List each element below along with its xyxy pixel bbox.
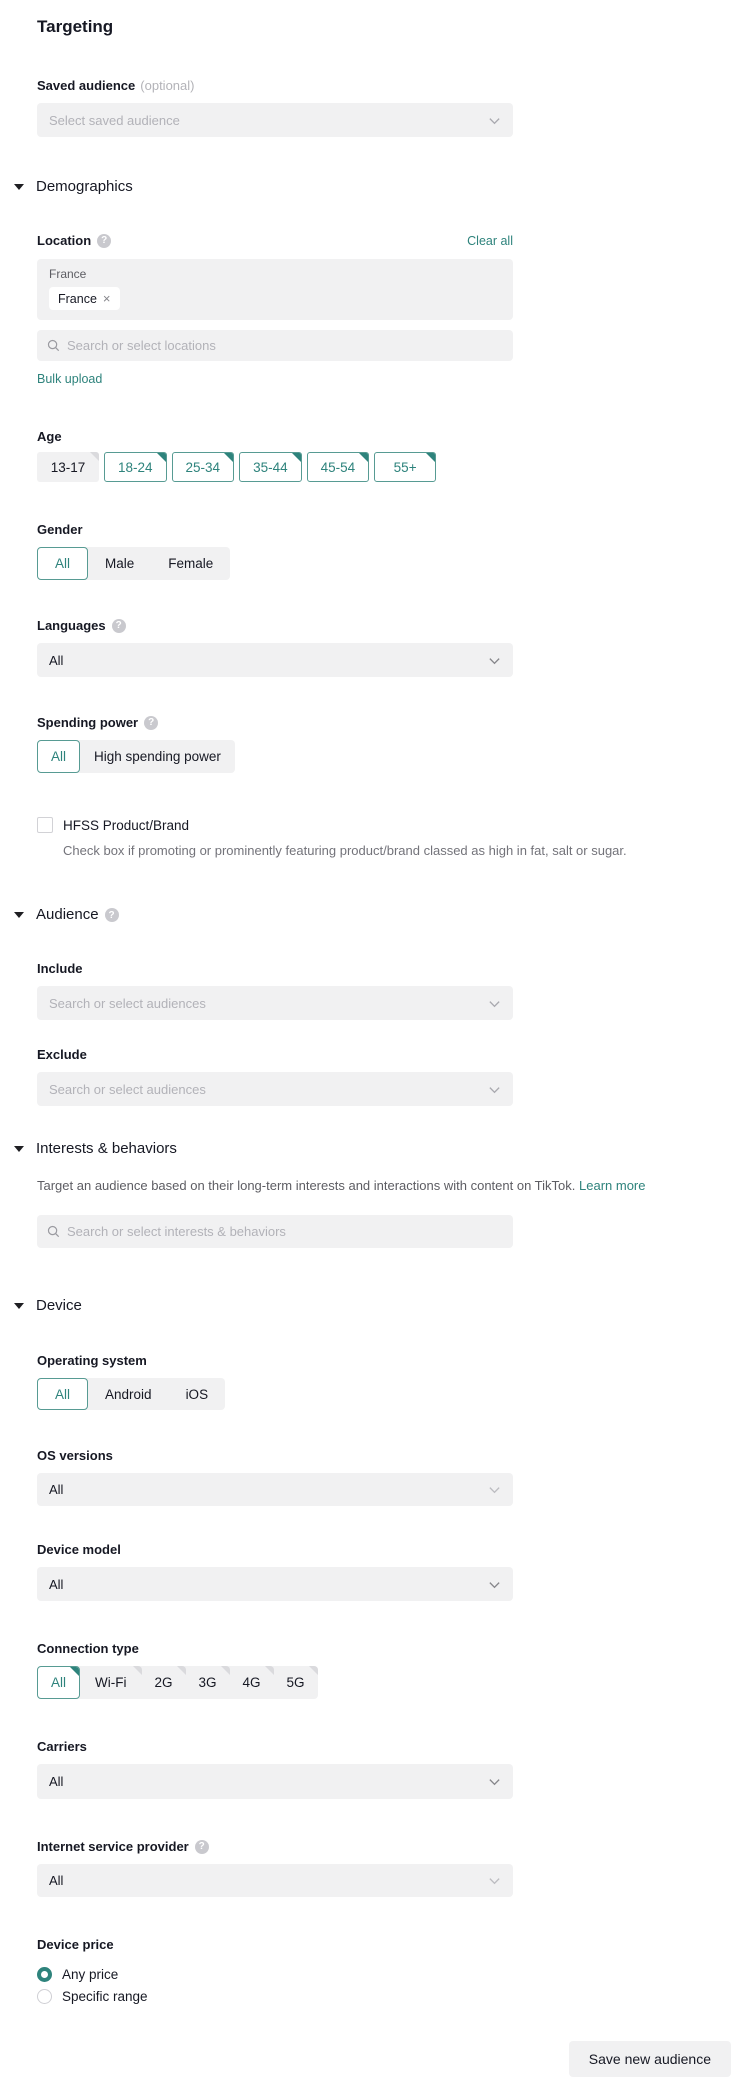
include-label: Include	[37, 961, 83, 976]
exclude-placeholder: Search or select audiences	[49, 1081, 206, 1097]
device-price-option-specific[interactable]	[37, 1985, 743, 2007]
hfss-checkbox[interactable]	[37, 817, 53, 833]
age-option-label: 35-44	[253, 459, 288, 475]
clear-all-link[interactable]: Clear all	[467, 234, 513, 248]
carriers-value: All	[49, 1774, 64, 1789]
connection-option-4g[interactable]	[230, 1666, 274, 1699]
location-label: Location	[37, 233, 92, 248]
include-placeholder: Search or select audiences	[49, 995, 206, 1011]
location-search-input[interactable]	[67, 338, 503, 353]
isp-select[interactable]	[37, 1864, 513, 1897]
age-option-45-54[interactable]	[307, 452, 370, 482]
search-icon	[47, 339, 60, 352]
interests-description-text: Target an audience based on their long-term interests and interactions with content on TikTok.	[37, 1178, 576, 1193]
gender-option-label: All	[55, 556, 71, 571]
corner-triangle-icon	[90, 452, 99, 461]
chevron-down-icon	[488, 1083, 501, 1096]
bulk-upload-link[interactable]: Bulk upload	[37, 372, 103, 386]
location-search[interactable]	[37, 330, 513, 361]
operating-system-label: Operating system	[37, 1353, 147, 1368]
interests-description	[37, 1177, 743, 1194]
age-option-55plus[interactable]	[374, 452, 436, 482]
gender-option-male[interactable]	[88, 547, 151, 580]
interests-title: Interests & behaviors	[36, 1140, 177, 1157]
corner-triangle-icon	[292, 453, 301, 462]
corner-triangle-icon	[359, 453, 368, 462]
os-versions-value: All	[49, 1482, 64, 1497]
corner-triangle-icon	[221, 1666, 230, 1675]
help-icon[interactable]: ?	[112, 619, 126, 633]
radio-label: Specific range	[62, 1988, 148, 2004]
spending-power-segmented-control	[37, 740, 235, 773]
languages-value: All	[49, 652, 64, 668]
demographics-title: Demographics	[36, 178, 133, 195]
spending-power-option-high[interactable]	[80, 740, 235, 773]
spending-power-option-label: High spending power	[94, 749, 221, 764]
chip-remove-icon[interactable]: ×	[102, 291, 111, 306]
device-price-radio-group	[37, 1963, 743, 2007]
footer	[0, 2041, 743, 2083]
corner-triangle-icon	[426, 453, 435, 462]
spending-power-option-all[interactable]	[37, 740, 80, 773]
connection-option-label: Wi-Fi	[95, 1675, 127, 1690]
gender-option-female[interactable]	[151, 547, 230, 580]
connection-type-label: Connection type	[37, 1641, 139, 1656]
chip-label: France	[58, 291, 97, 306]
connection-option-5g[interactable]	[274, 1666, 318, 1699]
hfss-label: HFSS Product/Brand	[63, 817, 190, 833]
corner-triangle-icon	[309, 1666, 318, 1675]
chevron-down-icon	[488, 114, 501, 127]
corner-triangle-icon	[133, 1666, 142, 1675]
collapse-caret-icon	[14, 184, 24, 190]
page-title: Targeting	[37, 17, 114, 36]
hfss-description: Check box if promoting or prominently featuring product/brand classed as high in fat, salt or sugar.	[63, 843, 627, 858]
connection-option-label: 4G	[242, 1675, 261, 1690]
saved-audience-label	[37, 78, 743, 94]
connection-option-label: 3G	[198, 1675, 217, 1690]
age-option-25-34[interactable]	[172, 452, 235, 482]
connection-option-all[interactable]	[37, 1666, 80, 1699]
collapse-caret-icon	[14, 1146, 24, 1152]
help-icon[interactable]: ?	[195, 1840, 209, 1854]
age-option-label: 55+	[393, 459, 417, 475]
gender-label: Gender	[37, 522, 83, 537]
radio-label: Any price	[62, 1966, 119, 1982]
connection-option-label: 5G	[286, 1675, 305, 1690]
carriers-select[interactable]	[37, 1764, 513, 1799]
section-device[interactable]	[14, 1296, 743, 1316]
age-option-35-44[interactable]	[239, 452, 302, 482]
chevron-down-icon	[488, 1874, 501, 1887]
corner-triangle-icon	[265, 1666, 274, 1675]
device-price-option-any[interactable]	[37, 1963, 743, 1985]
audience-title: Audience	[36, 906, 99, 923]
corner-triangle-icon	[157, 453, 166, 462]
connection-option-label: All	[51, 1675, 67, 1690]
location-chip-france[interactable]	[49, 287, 120, 310]
help-icon[interactable]: ?	[97, 234, 111, 248]
gender-option-all[interactable]	[37, 547, 88, 580]
age-option-18-24[interactable]	[104, 452, 167, 482]
languages-select[interactable]	[37, 643, 513, 677]
age-button-group	[37, 452, 743, 482]
languages-label: Languages	[37, 618, 106, 633]
age-option-label: 25-34	[185, 459, 221, 475]
os-option-label: All	[55, 1386, 71, 1402]
chevron-down-icon	[488, 997, 501, 1010]
search-icon	[47, 1225, 60, 1238]
age-option-label: 18-24	[118, 459, 153, 475]
os-versions-label: OS versions	[37, 1448, 113, 1463]
audience-exclude-select[interactable]	[37, 1072, 513, 1106]
carriers-label: Carriers	[37, 1739, 87, 1754]
location-selected-box	[37, 259, 513, 320]
section-audience[interactable]	[14, 905, 743, 925]
spending-power-option-label: All	[51, 749, 67, 764]
saved-audience-label-text: Saved audience	[37, 78, 136, 93]
chevron-down-icon	[488, 1483, 501, 1496]
os-segmented-control	[37, 1378, 225, 1410]
interests-search-input[interactable]	[67, 1224, 503, 1239]
radio-icon	[37, 1989, 52, 2004]
collapse-caret-icon	[14, 912, 24, 918]
age-label: Age	[37, 429, 62, 444]
os-option-android[interactable]	[88, 1378, 169, 1410]
hfss-checkbox-row	[37, 817, 743, 833]
connection-option-wifi[interactable]	[80, 1666, 141, 1699]
radio-selected-icon	[37, 1967, 52, 1982]
isp-label: Internet service provider	[37, 1839, 189, 1854]
isp-value: All	[49, 1873, 64, 1888]
device-price-label: Device price	[37, 1937, 114, 1952]
corner-triangle-icon	[224, 453, 233, 462]
gender-option-label: Male	[105, 556, 135, 571]
section-interests-behaviors[interactable]	[14, 1139, 743, 1159]
age-option-label: 45-54	[320, 459, 356, 475]
connection-option-2g[interactable]	[142, 1666, 186, 1699]
chevron-down-icon	[488, 1775, 501, 1788]
gender-option-label: Female	[168, 556, 214, 571]
help-icon[interactable]: ?	[105, 908, 119, 922]
help-icon[interactable]: ?	[144, 716, 158, 730]
os-option-label: iOS	[185, 1386, 209, 1402]
collapse-caret-icon	[14, 1303, 24, 1309]
chevron-down-icon	[488, 654, 501, 667]
os-option-ios[interactable]	[169, 1378, 226, 1410]
device-model-value: All	[49, 1576, 64, 1592]
connection-option-label: 2G	[154, 1675, 173, 1690]
location-group-label: France	[49, 267, 87, 281]
saved-audience-select[interactable]	[37, 103, 513, 137]
save-new-audience-button[interactable]: Save new audience	[569, 2041, 731, 2077]
spending-power-label: Spending power	[37, 715, 139, 730]
device-model-select[interactable]	[37, 1567, 513, 1601]
saved-audience-placeholder: Select saved audience	[49, 112, 180, 128]
optional-hint: (optional)	[140, 78, 195, 93]
exclude-label: Exclude	[37, 1047, 87, 1062]
connection-option-3g[interactable]	[186, 1666, 230, 1699]
connection-type-group	[37, 1666, 318, 1699]
learn-more-link[interactable]: Learn more	[579, 1178, 646, 1193]
audience-include-select[interactable]	[37, 986, 513, 1020]
interests-search[interactable]	[37, 1215, 513, 1248]
corner-triangle-icon	[70, 1667, 79, 1676]
age-option-13-17[interactable]	[37, 452, 99, 482]
section-demographics[interactable]	[14, 177, 743, 197]
os-versions-select[interactable]	[37, 1473, 513, 1506]
device-title: Device	[36, 1297, 82, 1314]
os-option-all[interactable]	[37, 1378, 88, 1410]
chevron-down-icon	[488, 1578, 501, 1591]
os-option-label: Android	[105, 1386, 152, 1402]
corner-triangle-icon	[177, 1666, 186, 1675]
gender-segmented-control	[37, 547, 230, 580]
device-model-label: Device model	[37, 1542, 121, 1557]
age-option-label: 13-17	[50, 459, 86, 475]
